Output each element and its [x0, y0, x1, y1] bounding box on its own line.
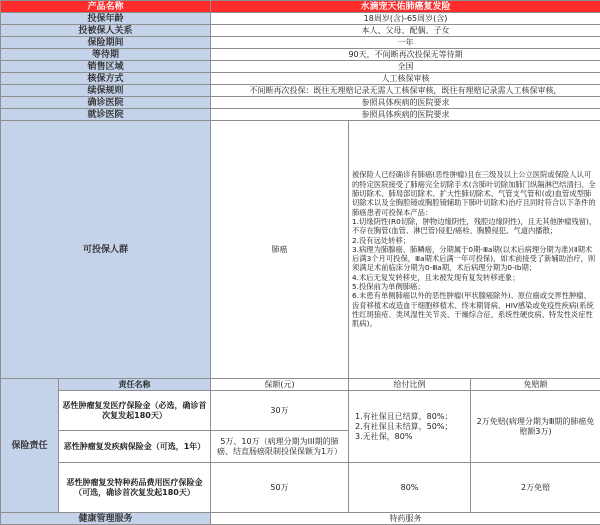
row-age: [1, 13, 600, 25]
benefits-header-row: [1, 379, 600, 391]
age-label: 投保年龄: [1, 13, 211, 25]
period-label: 保险期间: [1, 37, 211, 49]
confirm-hospital-value: 参照具体疾病的医院要求: [211, 97, 600, 109]
row-insured-group: [1, 121, 600, 379]
waiting-value: 90天，不间断再次投保无等待期: [211, 49, 600, 61]
benefit-header-amount: 保额(元): [211, 379, 349, 391]
health-service-value: 特药服务: [211, 513, 600, 525]
benefit-drug-ratio: 80%: [349, 463, 471, 513]
ratio-line-3: 3.无社保，80%: [355, 432, 467, 442]
benefit-disease-amount: 5万、10万（病理分期为III期的肺癌、结直肠癌限制投保保额为1万）: [211, 431, 349, 463]
row-health-service: [1, 513, 600, 525]
row-confirm-hospital: [1, 97, 600, 109]
underwriting-label: 核保方式: [1, 73, 211, 85]
relation-label: 投被保人关系: [1, 25, 211, 37]
benefit-medical-amount: 30万: [211, 391, 349, 431]
treat-hospital-label: 就诊医院: [1, 109, 211, 121]
row-renewal: [1, 85, 600, 97]
criteria-item: 4.术后无复发转移史，且未被发现有复发转移迹象；: [352, 273, 597, 282]
benefit-drug-amount: 50万: [211, 463, 349, 513]
benefit-disease-name: 恶性肿瘤复发疾病保险金（可选，1年）: [59, 431, 211, 463]
relation-value: 本人、父母、配偶、子女: [211, 25, 600, 37]
renewal-label: 续保规则: [1, 85, 211, 97]
benefits-section-label: 保险责任: [1, 379, 59, 513]
ratio-line-2: 2.有社保且未结算，50%；: [355, 422, 467, 432]
renewal-value: 不间断再次投保：既往无理赔记录无需人工核保审核，既往有理赔记录需人工核保审核，: [211, 85, 600, 97]
criteria-item: 6.未患有单侧肺癌以外的恶性肿瘤(甲状腺癌除外)、原位癌或交界性肿瘤、齿育移植术或造血干细胞移植术、终末期肾病、HIV感染或免疫性疾病(系统性红斑狼疮、类风湿性关节炎、干燥综合征、系统性硬皮病、特发性炎症性肌病)。: [352, 291, 597, 328]
product-name-value: 水滴宠天佑肺癌复发险: [211, 1, 600, 13]
benefit-header-ratio: 给付比例: [349, 379, 471, 391]
benefit-header-deductible: 免赔额: [471, 379, 600, 391]
product-name-label: 产品名称: [1, 1, 211, 13]
region-value: 全国: [211, 61, 600, 73]
benefit-drug-deductible: 2万免赔: [471, 463, 600, 513]
benefit-row-drug: [1, 463, 600, 513]
row-waiting: [1, 49, 600, 61]
benefit-medical-ratio: [349, 391, 471, 463]
benefit-row-medical: [1, 391, 600, 431]
ratio-line-1: 1.有社保且已结算，80%；: [355, 412, 467, 422]
row-treat-hospital: [1, 109, 600, 121]
benefit-medical-deductible: 2万免赔(病理分期为Ⅲ期的肺癌免赔额3万): [471, 391, 600, 463]
age-value: 18周岁(含)-65周岁(含): [211, 13, 600, 25]
row-region: [1, 61, 600, 73]
treat-hospital-value: 参照具体疾病的医院要求: [211, 109, 600, 121]
row-period: [1, 37, 600, 49]
confirm-hospital-label: 确诊医院: [1, 97, 211, 109]
row-relation: [1, 25, 600, 37]
underwriting-value: 人工核保审核: [211, 73, 600, 85]
header-row: [1, 1, 600, 13]
region-label: 销售区域: [1, 61, 211, 73]
criteria-item: 5.投保前为单侧肺癌；: [352, 282, 597, 291]
benefit-header-name: 责任名称: [59, 379, 211, 391]
insured-group-criteria: [349, 121, 600, 379]
benefit-medical-name: 恶性肿瘤复发医疗保险金（必选，确诊首次复发起180天）: [59, 391, 211, 431]
criteria-item: 1.切缘阴性(R0切除，肿物边缘阴性，残腔边缘阴性)，且无其他肿瘤残留)，不存在胸管(血管、淋巴管)侵犯/癌栓、胸膜侵犯、气道内播散；: [352, 217, 597, 236]
criteria-item: 3.病理为肺腺癌、肺鳞癌，分期属于0期-Ⅲa期(以术后病理分期为准)(Ⅱ期术后满3个月可投保，Ⅲa期术后满一年可投保)，如术前接受了新辅助治疗，则须满足术前临床分期为0-Ⅲa期，术后病理分期为0-Ⅰb期；: [352, 245, 597, 273]
benefit-drug-name: 恶性肿瘤复发特种药品费用医疗保险金（可选，确诊首次复发起180天）: [59, 463, 211, 513]
criteria-item: 2.没有远处转移；: [352, 236, 597, 245]
criteria-intro: 被保险人已经确诊有肺癌(恶性肿瘤)且在三级及以上公立医院或保险人认可的特定医院接受了肺癌完全切除手术(含肺叶切除加肺门纵隔淋巴结清扫、全肺切除术、肺局部切除术、扩大性肺切除术、气管支气管和(或)血管成型肺切除术以及全胸腔镜或胸腔镜辅助下肺叶切除术)治疗且同时符合以下条件的肺癌患者可投保本产品：: [352, 170, 597, 216]
waiting-label: 等待期: [1, 49, 211, 61]
health-service-label: 健康管理服务: [1, 513, 211, 525]
insured-group-disease: 肺癌: [211, 121, 349, 379]
insured-group-label: 可投保人群: [1, 121, 211, 379]
row-underwriting: [1, 73, 600, 85]
period-value: 一年: [211, 37, 600, 49]
